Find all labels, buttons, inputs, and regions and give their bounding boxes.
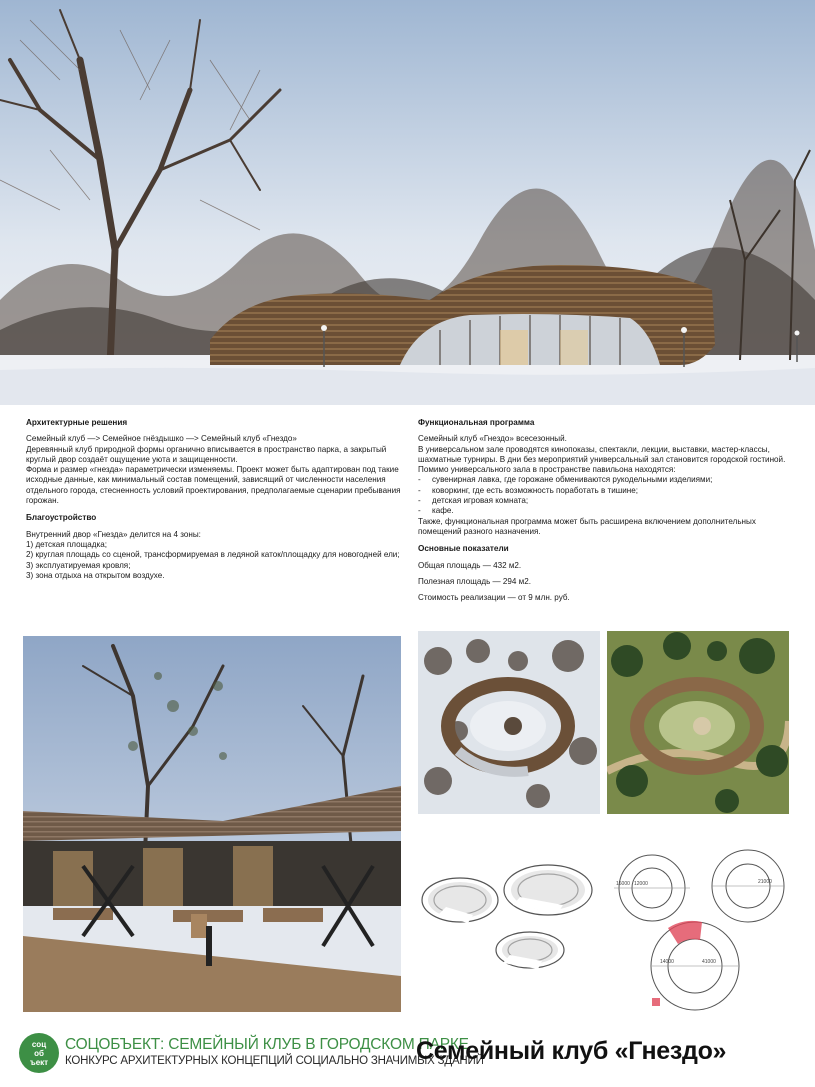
landscape-item: 3) зона отдыха на открытом воздухе.: [26, 570, 165, 580]
competition-subtitle: КОНКУРС АРХИТЕКТУРНЫХ КОНЦЕПЦИЙ СОЦИАЛЬНО ЗНАЧИМЫХ ЗДАНИЙ: [65, 1055, 484, 1067]
competition-logo: [18, 1032, 60, 1074]
floor-plans: [612, 848, 802, 1018]
svg-text:соц: соц: [31, 1040, 47, 1049]
heading-program: Функциональная программа: [418, 418, 535, 427]
metric-useful-area: Полезная площадь — 294 м2.: [418, 576, 531, 586]
plan-dimension: 21000: [758, 879, 772, 885]
program-text-4: Также, функциональная программа может быть расширена включением дополнительных помещений разного назначения.: [418, 516, 756, 536]
program-list-item: - кафе.: [418, 506, 454, 516]
landscape-intro: Внутренний двор «Гнезда» делится на 4 зоны:: [26, 529, 201, 539]
program-list-item: - коворкинг, где есть возможность поработать в тишине;: [418, 485, 638, 495]
program-column: [418, 418, 798, 609]
arch-text-3: Форма и размер «гнезда» параметрически изменяемы. Проект может быть адаптирован под такие исходные данные, как минимальный состав помещений, зависящий от численности населения отдельного города, стесненность условий проектирования, предполагаемые сценарии пребывания горожан.: [26, 465, 401, 506]
metric-total-area: Общая площадь — 432 м2.: [418, 560, 522, 570]
hero-render-winter: [0, 0, 815, 405]
svg-text:ъект: ъект: [29, 1058, 49, 1067]
arch-text-1: Семейный клуб —> Семейное гнёздышко —> Семейный клуб «Гнездо»: [26, 434, 297, 444]
arch-text-2: Деревянный клуб природной формы органично вписывается в пространство парка, а закрытый круглый двор создаёт ощущение уюта и защищенности.: [26, 444, 387, 464]
architecture-column: [26, 418, 406, 581]
plan-dimension: 12000: [634, 881, 648, 887]
plan-dimension: 41000: [702, 959, 716, 965]
competition-title: СОЦОБЪЕКТ: СЕМЕЙНЫЙ КЛУБ В ГОРОДСКОМ ПАРКЕ: [65, 1036, 469, 1053]
courtyard-render: [23, 636, 401, 1012]
plan-dimension: 16000: [616, 881, 630, 887]
program-text-3: Помимо универсального зала в пространстве павильона находятся:: [418, 465, 676, 475]
program-text-2: В универсальном зале проводятся кинопоказы, спектакли, лекции, выставки, мастер-классы, шахматные турниры. В дни без мероприятий универсальный зал становится городской гостиной.: [418, 444, 786, 464]
aerial-render-winter: [418, 631, 600, 814]
plan-dimension: 14000: [660, 959, 674, 965]
landscape-item: 3) эксплуатируемая кровля;: [26, 560, 131, 570]
axonometric-models: [418, 845, 604, 975]
aerial-render-summer: [607, 631, 789, 814]
heading-landscape: Благоустройство: [26, 513, 97, 523]
heading-metrics: Основные показатели: [418, 544, 509, 554]
program-list-item: - сувенирная лавка, где горожане обмениваются рукодельными изделиями;: [418, 475, 713, 485]
program-list-item: - детская игровая комната;: [418, 496, 529, 506]
landscape-item: 1) детская площадка;: [26, 539, 107, 549]
program-text-1: Семейный клуб «Гнездо» всесезонный.: [418, 434, 567, 444]
landscape-item: 2) круглая площадь со сценой, трансформируемая в ледяной каток/площадку для новогодней ели;: [26, 550, 400, 560]
svg-text:об: об: [34, 1049, 44, 1058]
project-title: Семейный клуб «Гнездо»: [416, 1037, 727, 1065]
metric-cost: Стоимость реализации — от 9 млн. руб.: [418, 593, 570, 603]
heading-architecture: Архитектурные решения: [26, 418, 128, 427]
